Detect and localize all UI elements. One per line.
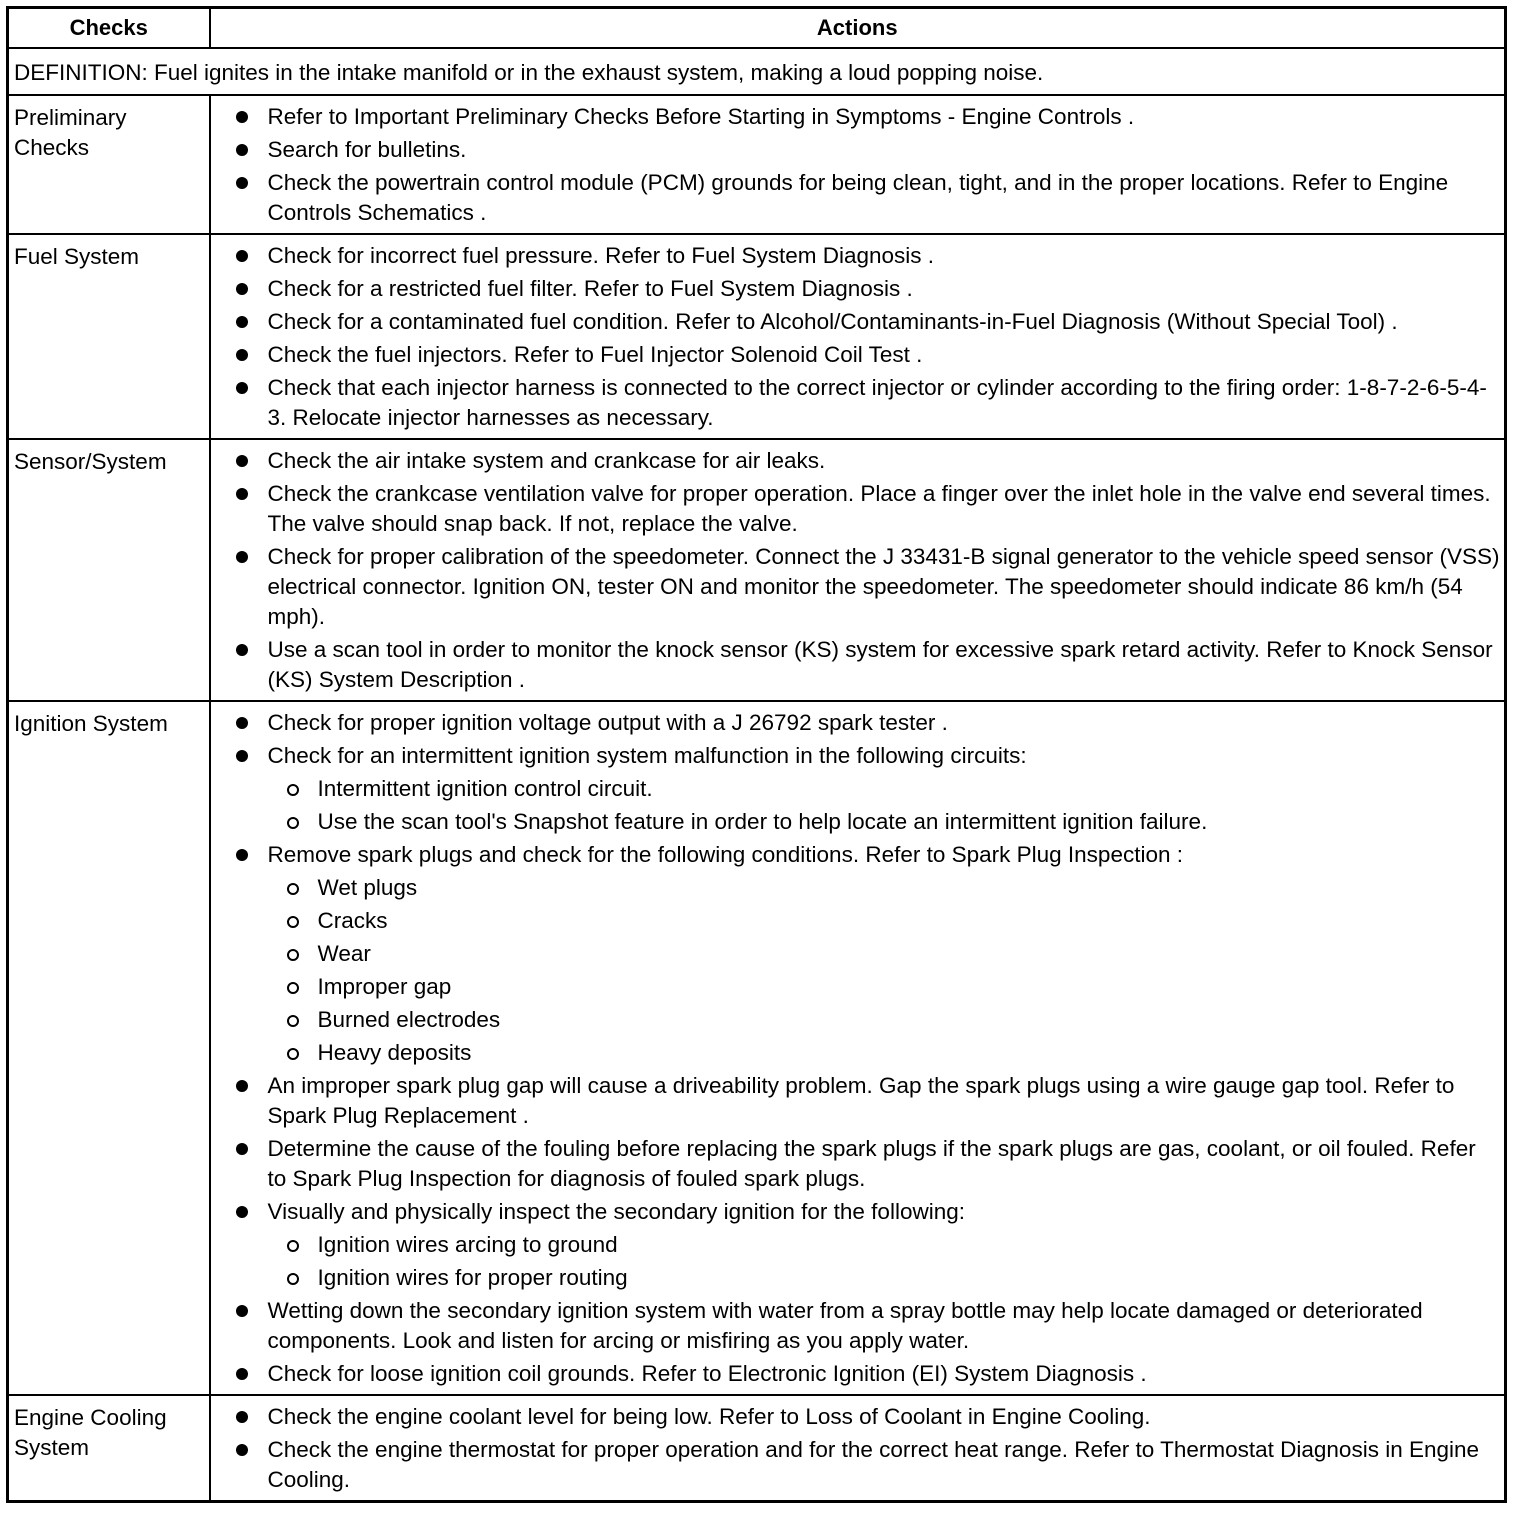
- checks-actions-table: [6, 6, 1507, 1503]
- action-text: Check the engine thermostat for proper operation and for the correct heat range. Refer to Thermostat Diagnosis in Engine Cooling.: [267, 1437, 1480, 1492]
- bullet-icon: [236, 177, 248, 189]
- action-item: [211, 373, 1501, 433]
- bullet-icon: [236, 1305, 248, 1317]
- bullet-icon: [236, 316, 248, 328]
- action-list: [211, 1402, 1501, 1495]
- sub-action-list: [268, 873, 1501, 1068]
- action-text: Refer to Important Preliminary Checks Before Starting in Symptoms - Engine Controls .: [267, 104, 1135, 129]
- sub-action-item: [268, 1005, 1501, 1035]
- actions-column-header: Actions: [210, 8, 1506, 49]
- sub-action-item: [268, 807, 1501, 837]
- bullet-icon: [236, 382, 248, 394]
- action-item: [211, 1435, 1501, 1495]
- action-item: [211, 446, 1501, 476]
- sub-action-list: [268, 1230, 1501, 1293]
- table-row: [8, 701, 1506, 1395]
- hollow-bullet-icon: [287, 784, 299, 796]
- action-item: [211, 635, 1501, 695]
- bullet-icon: [236, 1206, 248, 1218]
- action-item: [211, 168, 1501, 228]
- sub-action-text: Ignition wires for proper routing: [317, 1265, 628, 1290]
- sub-action-item: [268, 906, 1501, 936]
- actions-cell: [210, 701, 1506, 1395]
- sub-action-text: Cracks: [317, 908, 388, 933]
- hollow-bullet-icon: [287, 883, 299, 895]
- action-item: [211, 1402, 1501, 1432]
- action-text: Check that each injector harness is connected to the correct injector or cylinder according to the firing order: 1-8-7-2-6-5-4-3. Relocate injector harnesses as necessary.: [267, 375, 1487, 430]
- hollow-bullet-icon: [287, 916, 299, 928]
- bullet-icon: [236, 144, 248, 156]
- action-item: [211, 1197, 1501, 1293]
- action-text: Check the air intake system and crankcase for air leaks.: [267, 448, 826, 473]
- action-list: [211, 708, 1501, 1389]
- sub-action-list: [268, 774, 1501, 837]
- table-row: [8, 95, 1506, 234]
- check-category: Engine Cooling System: [8, 1395, 210, 1502]
- sub-action-text: Burned electrodes: [317, 1007, 501, 1032]
- action-text: Check for incorrect fuel pressure. Refer to Fuel System Diagnosis .: [267, 243, 935, 268]
- diagnostic-document: [6, 6, 1507, 1503]
- hollow-bullet-icon: [287, 1273, 299, 1285]
- action-text: Determine the cause of the fouling before replacing the spark plugs if the spark plugs are gas, coolant, or oil fouled. Refer to Spark Plug Inspection for diagnosis of fouled spark plugs.: [267, 1136, 1476, 1191]
- action-list: [211, 241, 1501, 433]
- hollow-bullet-icon: [287, 1048, 299, 1060]
- action-list: [211, 102, 1501, 228]
- actions-cell: [210, 1395, 1506, 1502]
- action-text: Visually and physically inspect the secondary ignition for the following:: [267, 1199, 965, 1224]
- bullet-icon: [236, 1080, 248, 1092]
- bullet-icon: [236, 349, 248, 361]
- sub-action-item: [268, 1230, 1501, 1260]
- action-text: Check the engine coolant level for being low. Refer to Loss of Coolant in Engine Cooling.: [267, 1404, 1151, 1429]
- check-category: Sensor/System: [8, 439, 210, 701]
- actions-cell: [210, 95, 1506, 234]
- sub-action-text: Ignition wires arcing to ground: [317, 1232, 618, 1257]
- bullet-icon: [236, 1411, 248, 1423]
- check-category: Preliminary Checks: [8, 95, 210, 234]
- action-text: Use a scan tool in order to monitor the knock sensor (KS) system for excessive spark retard activity. Refer to Knock Sensor (KS) System Description .: [267, 637, 1493, 692]
- hollow-bullet-icon: [287, 982, 299, 994]
- action-text: Remove spark plugs and check for the following conditions. Refer to Spark Plug Inspection :: [267, 842, 1183, 867]
- definition-text: DEFINITION: Fuel ignites in the intake manifold or in the exhaust system, making a loud popping noise.: [8, 48, 1506, 95]
- action-item: [211, 1359, 1501, 1389]
- action-item: [211, 1134, 1501, 1194]
- action-text: An improper spark plug gap will cause a driveability problem. Gap the spark plugs using a wire gauge gap tool. Refer to Spark Plug Replacement .: [267, 1073, 1455, 1128]
- action-item: [211, 274, 1501, 304]
- action-text: Check for loose ignition coil grounds. Refer to Electronic Ignition (EI) System Diagnosis .: [267, 1361, 1147, 1386]
- sub-action-text: Wet plugs: [317, 875, 418, 900]
- checks-column-header: Checks: [8, 8, 210, 49]
- hollow-bullet-icon: [287, 1015, 299, 1027]
- action-item: [211, 1296, 1501, 1356]
- bullet-icon: [236, 283, 248, 295]
- bullet-icon: [236, 1444, 248, 1456]
- action-item: [211, 741, 1501, 837]
- action-text: Check the fuel injectors. Refer to Fuel Injector Solenoid Coil Test .: [267, 342, 923, 367]
- actions-cell: [210, 439, 1506, 701]
- sub-action-item: [268, 873, 1501, 903]
- actions-cell: [210, 234, 1506, 439]
- action-text: Check for a contaminated fuel condition. Refer to Alcohol/Contaminants-in-Fuel Diagnosis (Without Special Tool) .: [267, 309, 1398, 334]
- action-text: Check for proper ignition voltage output with a J 26792 spark tester .: [267, 710, 948, 735]
- action-item: [211, 1071, 1501, 1131]
- action-item: [211, 102, 1501, 132]
- action-text: Check the crankcase ventilation valve for proper operation. Place a finger over the inlet hole in the valve end several times. The valve should snap back. If not, replace the valve.: [267, 481, 1491, 536]
- action-text: Wetting down the secondary ignition system with water from a spray bottle may help locate damaged or deteriorated components. Look and listen for arcing or misfiring as you apply water.: [267, 1298, 1423, 1353]
- sub-action-item: [268, 1038, 1501, 1068]
- check-category: Fuel System: [8, 234, 210, 439]
- bullet-icon: [236, 849, 248, 861]
- bullet-icon: [236, 1368, 248, 1380]
- action-item: [211, 135, 1501, 165]
- table-row: [8, 234, 1506, 439]
- table-row: [8, 1395, 1506, 1502]
- sub-action-text: Heavy deposits: [317, 1040, 472, 1065]
- sub-action-item: [268, 1263, 1501, 1293]
- bullet-icon: [236, 551, 248, 563]
- check-category: Ignition System: [8, 701, 210, 1395]
- bullet-icon: [236, 111, 248, 123]
- bullet-icon: [236, 488, 248, 500]
- action-item: [211, 708, 1501, 738]
- action-text: Check the powertrain control module (PCM) grounds for being clean, tight, and in the proper locations. Refer to Engine Controls Schematics .: [267, 170, 1449, 225]
- action-text: Check for a restricted fuel filter. Refer to Fuel System Diagnosis .: [267, 276, 913, 301]
- action-text: Check for an intermittent ignition system malfunction in the following circuits:: [267, 743, 1027, 768]
- action-item: [211, 479, 1501, 539]
- action-item: [211, 840, 1501, 1068]
- bullet-icon: [236, 1143, 248, 1155]
- action-text: Search for bulletins.: [267, 137, 467, 162]
- bullet-icon: [236, 455, 248, 467]
- hollow-bullet-icon: [287, 1240, 299, 1252]
- action-item: [211, 542, 1501, 632]
- sub-action-item: [268, 939, 1501, 969]
- sub-action-text: Intermittent ignition control circuit.: [317, 776, 653, 801]
- sub-action-item: [268, 774, 1501, 804]
- sub-action-text: Wear: [317, 941, 371, 966]
- bullet-icon: [236, 750, 248, 762]
- sub-action-item: [268, 972, 1501, 1002]
- hollow-bullet-icon: [287, 817, 299, 829]
- header-row: [8, 8, 1506, 49]
- action-text: Check for proper calibration of the speedometer. Connect the J 33431-B signal generator to the vehicle speed sensor (VSS) electrical connector. Ignition ON, tester ON and monitor the speedometer. The speedometer should indicate 86 km/h (54 mph).: [267, 544, 1500, 629]
- table-row: [8, 439, 1506, 701]
- hollow-bullet-icon: [287, 949, 299, 961]
- action-item: [211, 241, 1501, 271]
- sub-action-text: Use the scan tool's Snapshot feature in order to help locate an intermittent ignition failure.: [317, 809, 1208, 834]
- definition-row: [8, 48, 1506, 95]
- sub-action-text: Improper gap: [317, 974, 452, 999]
- action-item: [211, 307, 1501, 337]
- action-list: [211, 446, 1501, 695]
- bullet-icon: [236, 250, 248, 262]
- action-item: [211, 340, 1501, 370]
- bullet-icon: [236, 644, 248, 656]
- bullet-icon: [236, 717, 248, 729]
